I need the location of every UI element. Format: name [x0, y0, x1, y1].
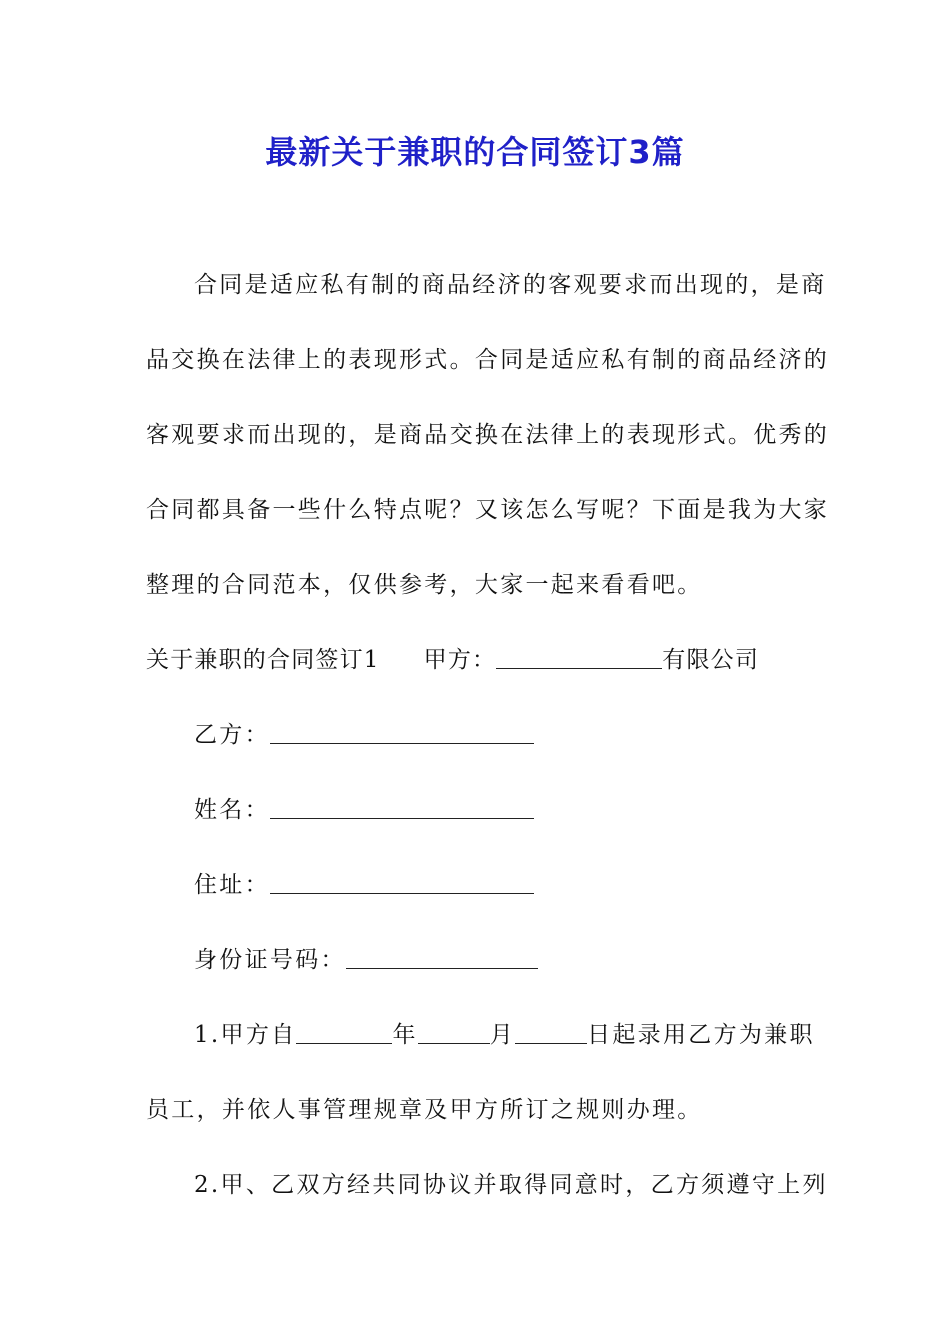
id-blank: [346, 942, 538, 969]
clause-1-prefix: 1.甲方自: [194, 1022, 297, 1048]
clause-1-line-2: 员工，并依人事管理规章及甲方所订之规则办理。: [146, 1097, 703, 1123]
id-label: 身份证号码：: [194, 947, 346, 973]
address-blank: [270, 867, 534, 894]
intro-line-3: 客观要求而出现的，是商品交换在法律上的表现形式。优秀的: [146, 422, 830, 448]
name-blank: [270, 792, 534, 819]
name-row: [194, 790, 864, 830]
address-row: [194, 865, 864, 905]
clause-1-rest: 日起录用乙方为兼职: [587, 1022, 815, 1048]
contract-heading-row: [146, 640, 816, 680]
intro-line-1: 合同是适应私有制的商品经济的客观要求而出现的，是商: [194, 272, 827, 298]
clause-1-line-1: [194, 1015, 864, 1055]
address-label: 住址：: [194, 872, 270, 898]
party-a-suffix: 有限公司: [662, 647, 760, 673]
clause-2-line-1: 2.甲、乙双方经共同协议并取得同意时，乙方须遵守上列: [194, 1172, 828, 1198]
clause-1-year: 年: [392, 1022, 418, 1048]
clause-1-month-blank: [418, 1017, 490, 1044]
party-a-label: 甲方：: [423, 647, 497, 673]
clause-1-day-blank: [515, 1017, 587, 1044]
clause-1-year-blank: [296, 1017, 392, 1044]
section-heading: 关于兼职的合同签订1: [146, 647, 380, 673]
intro-line-5: 整理的合同范本，仅供参考，大家一起来看看吧。: [146, 572, 703, 598]
party-b-row: [194, 715, 864, 755]
intro-line-2: 品交换在法律上的表现形式。合同是适应私有制的商品经济的: [146, 347, 830, 373]
party-a-blank: [496, 642, 662, 669]
name-label: 姓名：: [194, 797, 270, 823]
id-row: [194, 940, 864, 980]
document-title: 最新关于兼职的合同签订3篇: [265, 133, 685, 171]
intro-line-4: 合同都具备一些什么特点呢？又该怎么写呢？下面是我为大家: [146, 497, 830, 523]
party-b-label: 乙方：: [194, 722, 270, 748]
party-b-blank: [270, 717, 534, 744]
clause-1-month: 月: [489, 1022, 516, 1048]
